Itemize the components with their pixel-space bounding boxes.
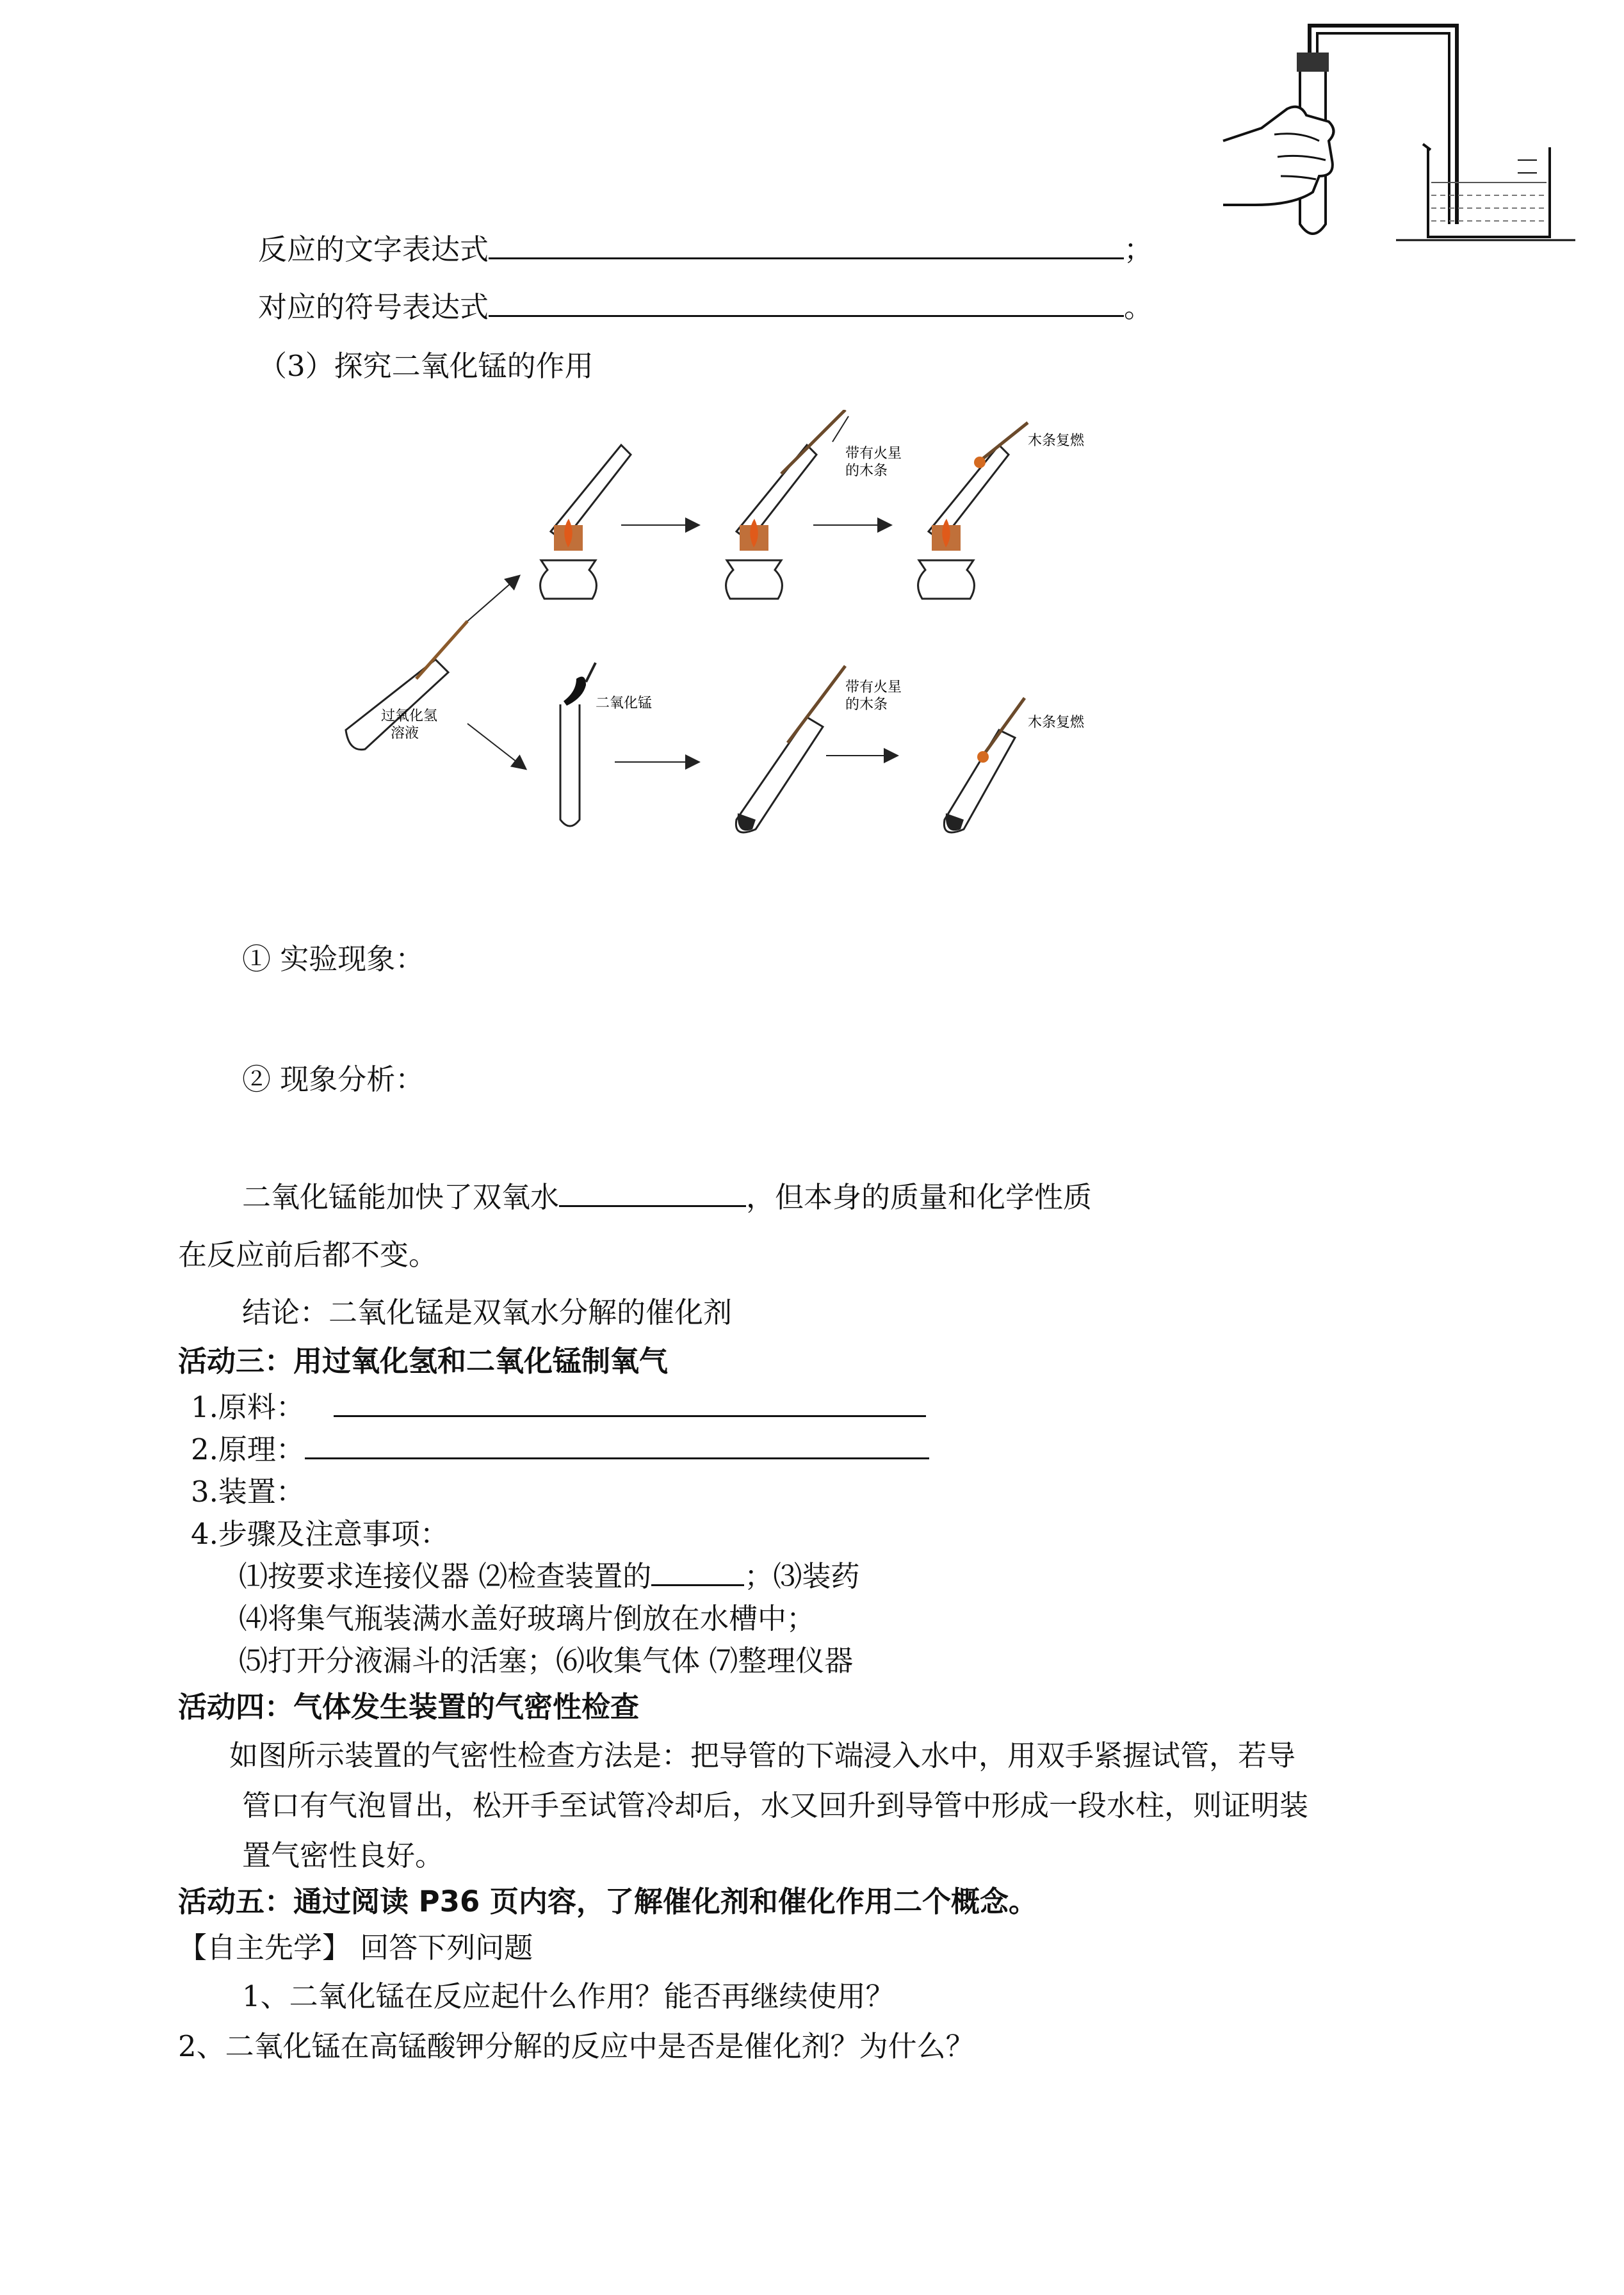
start-tube <box>346 621 467 750</box>
bottom-tube-mno2 <box>560 663 652 826</box>
speedup-text-b: ，但本身的质量和化学性质 <box>746 1180 1092 1214</box>
airtightness-blank[interactable] <box>651 1557 744 1586</box>
materials-blank[interactable] <box>334 1388 926 1417</box>
materials-line <box>191 1388 926 1427</box>
self-study-title: 【自主先学】 回答下列问题 <box>178 1931 533 1965</box>
h2o2-label: 过氧化氢 <box>381 708 438 724</box>
principle-line <box>191 1431 929 1469</box>
text-expression-label: 反应的文字表达式 <box>258 232 489 266</box>
principle-label: 2.原理： <box>191 1432 305 1466</box>
top-burner-1 <box>540 445 631 599</box>
activity4-paragraph-1: 如图所示装置的气密性检查方法是：把导管的下端浸入水中，用双手紧握试管，若导 <box>229 1739 1296 1772</box>
relit-label-top: 木条复燃 <box>1028 433 1085 449</box>
activity5-title: 活动五：通过阅读 P36 页内容，了解催化剂和催化作用二个概念。 <box>178 1885 1037 1918</box>
mno2-label: 二氧化锰 <box>596 695 653 711</box>
question-1: 1、二氧化锰在反应起什么作用？能否再继续使用？ <box>242 1979 895 2013</box>
analysis-line: ② 现象分析： <box>242 1062 425 1096</box>
mno2-experiment-figure <box>339 410 1146 852</box>
symbol-expression-line <box>258 288 1153 327</box>
step1-text-b: ；⑶装药 <box>744 1559 860 1593</box>
glowing-label-top-1: 带有火星 <box>845 446 902 462</box>
solution-label: 溶液 <box>391 726 419 742</box>
activity4-title: 活动四：气体发生装置的气密性检查 <box>178 1690 640 1724</box>
bottom-tube-3 <box>944 698 1085 832</box>
principle-blank[interactable] <box>305 1431 929 1459</box>
activity4-paragraph-2: 管口有气泡冒出，松开手至试管冷却后，水又回升到导管中形成一段水柱，则证明装 <box>242 1788 1309 1822</box>
symbol-expression-label: 对应的符号表达式 <box>258 290 489 324</box>
steps-line: 4.步骤及注意事项： <box>191 1517 449 1551</box>
speedup-line <box>242 1178 1092 1217</box>
top-burner-2 <box>726 410 902 599</box>
relit-label-bottom: 木条复燃 <box>1028 715 1085 731</box>
activity4-paragraph-3: 置气密性良好。 <box>242 1838 444 1872</box>
glowing-label-bottom-2: 的木条 <box>845 697 888 713</box>
bottom-tube-2 <box>736 666 902 832</box>
glowing-label-bottom-1: 带有火星 <box>845 679 902 695</box>
speedup-continued: 在反应前后都不变。 <box>178 1238 438 1272</box>
speedup-blank[interactable] <box>559 1178 746 1207</box>
text-expression-blank[interactable] <box>489 231 1124 259</box>
phenomenon-line: ① 实验现象： <box>242 942 425 976</box>
question-2: 2、二氧化锰在高锰酸钾分解的反应中是否是催化剂？为什么？ <box>178 2029 975 2063</box>
airtightness-apparatus-figure <box>1217 13 1575 250</box>
materials-label: 1.原料： <box>191 1390 305 1424</box>
explore-title: （3）探究二氧化锰的作用 <box>258 349 594 383</box>
step1-text-a: ⑴按要求连接仪器 ⑵检查装置的 <box>239 1559 652 1593</box>
speedup-text-a: 二氧化锰能加快了双氧水 <box>242 1180 560 1214</box>
step-row-1 <box>239 1557 859 1596</box>
step-row-3: ⑸打开分液漏斗的活塞；⑹收集气体 ⑺整理仪器 <box>239 1644 854 1678</box>
device-line: 3.装置： <box>191 1475 305 1509</box>
glowing-label-top-2: 的木条 <box>845 463 888 479</box>
semicolon: ； <box>1124 232 1153 266</box>
symbol-expression-blank[interactable] <box>489 288 1124 317</box>
text-expression-line <box>258 231 1153 269</box>
period: 。 <box>1124 290 1153 324</box>
step-row-2: ⑷将集气瓶装满水盖好玻璃片倒放在水槽中； <box>239 1602 816 1635</box>
top-burner-3 <box>918 423 1085 599</box>
conclusion-line: 结论：二氧化锰是双氧水分解的催化剂 <box>242 1295 733 1329</box>
activity3-title: 活动三：用过氧化氢和二氧化锰制氧气 <box>178 1344 669 1378</box>
